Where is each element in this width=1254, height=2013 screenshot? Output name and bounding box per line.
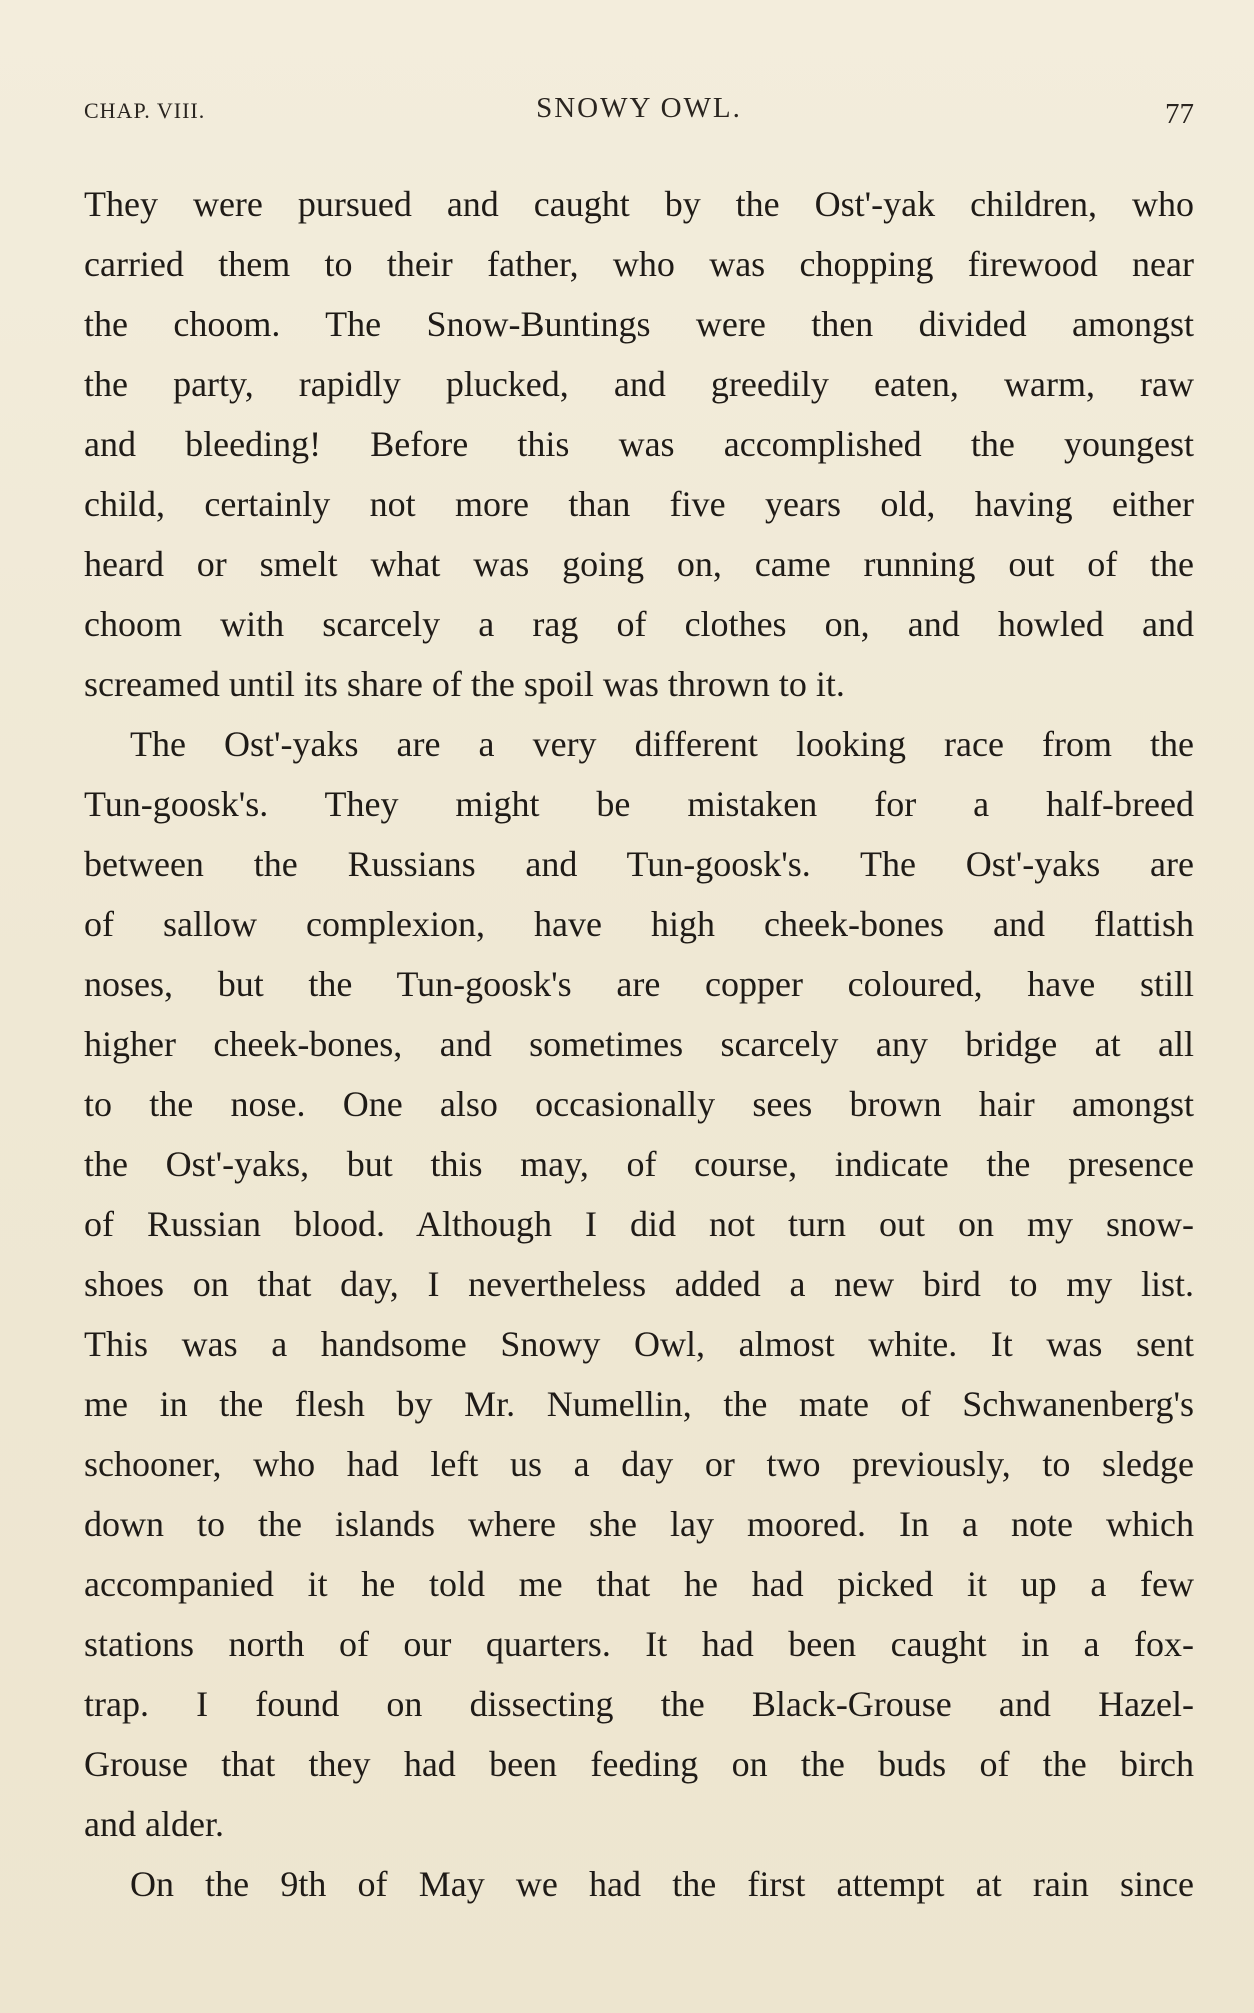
text-line: to the nose. One also occasionally sees brown hair amongst bbox=[84, 1084, 1194, 1124]
text-line: and alder. bbox=[84, 1804, 224, 1844]
text-line: the choom. The Snow-Buntings were then divided amongst bbox=[84, 304, 1194, 344]
text-line: shoes on that day, I nevertheless added a new bird to my list. bbox=[84, 1264, 1194, 1304]
text-line: of sallow complexion, have high cheek-bones and flattish bbox=[84, 904, 1194, 944]
text-line: trap. I found on dissecting the Black-Grouse and Hazel- bbox=[84, 1684, 1194, 1724]
text-line: higher cheek-bones, and sometimes scarcely any bridge at all bbox=[84, 1024, 1194, 1064]
text-line: accompanied it he told me that he had picked it up a few bbox=[84, 1564, 1194, 1604]
text-line: heard or smelt what was going on, came running out of the bbox=[84, 544, 1194, 584]
text-line: This was a handsome Snowy Owl, almost white. It was sent bbox=[84, 1324, 1194, 1364]
text-line: me in the flesh by Mr. Numellin, the mate of Schwanenberg's bbox=[84, 1384, 1194, 1424]
body-text bbox=[84, 174, 1194, 1914]
text-line: screamed until its share of the spoil was thrown to it. bbox=[84, 664, 845, 704]
text-line: carried them to their father, who was chopping firewood near bbox=[84, 244, 1194, 284]
text-line: of Russian blood. Although I did not turn out on my snow- bbox=[84, 1204, 1194, 1244]
running-header bbox=[84, 92, 1194, 136]
text-line: child, certainly not more than five years old, having either bbox=[84, 484, 1194, 524]
text-line: between the Russians and Tun-goosk's. The Ost'-yaks are bbox=[84, 844, 1194, 884]
text-line: stations north of our quarters. It had been caught in a fox- bbox=[84, 1624, 1194, 1664]
text-line: Grouse that they had been feeding on the buds of the birch bbox=[84, 1744, 1194, 1784]
text-line: Tun-goosk's. They might be mistaken for a half-breed bbox=[84, 784, 1194, 824]
page-number: 77 bbox=[1165, 98, 1194, 130]
text-line: the Ost'-yaks, but this may, of course, indicate the presence bbox=[84, 1144, 1194, 1184]
text-line: choom with scarcely a rag of clothes on, and howled and bbox=[84, 604, 1194, 644]
text-line: They were pursued and caught by the Ost'-yak children, who bbox=[84, 184, 1194, 224]
text-line: the party, rapidly plucked, and greedily eaten, warm, raw bbox=[84, 364, 1194, 404]
text-line: and bleeding! Before this was accomplished the youngest bbox=[84, 424, 1194, 464]
running-title: SNOWY OWL. bbox=[536, 92, 742, 124]
text-line: schooner, who had left us a day or two previously, to sledge bbox=[84, 1444, 1194, 1484]
text-line: noses, but the Tun-goosk's are copper coloured, have still bbox=[84, 964, 1194, 1004]
text-line: On the 9th of May we had the first attempt at rain since bbox=[130, 1864, 1194, 1904]
text-line: The Ost'-yaks are a very different looking race from the bbox=[130, 724, 1194, 764]
chapter-label: CHAP. VIII. bbox=[84, 98, 206, 123]
text-line: down to the islands where she lay moored. In a note which bbox=[84, 1504, 1194, 1544]
